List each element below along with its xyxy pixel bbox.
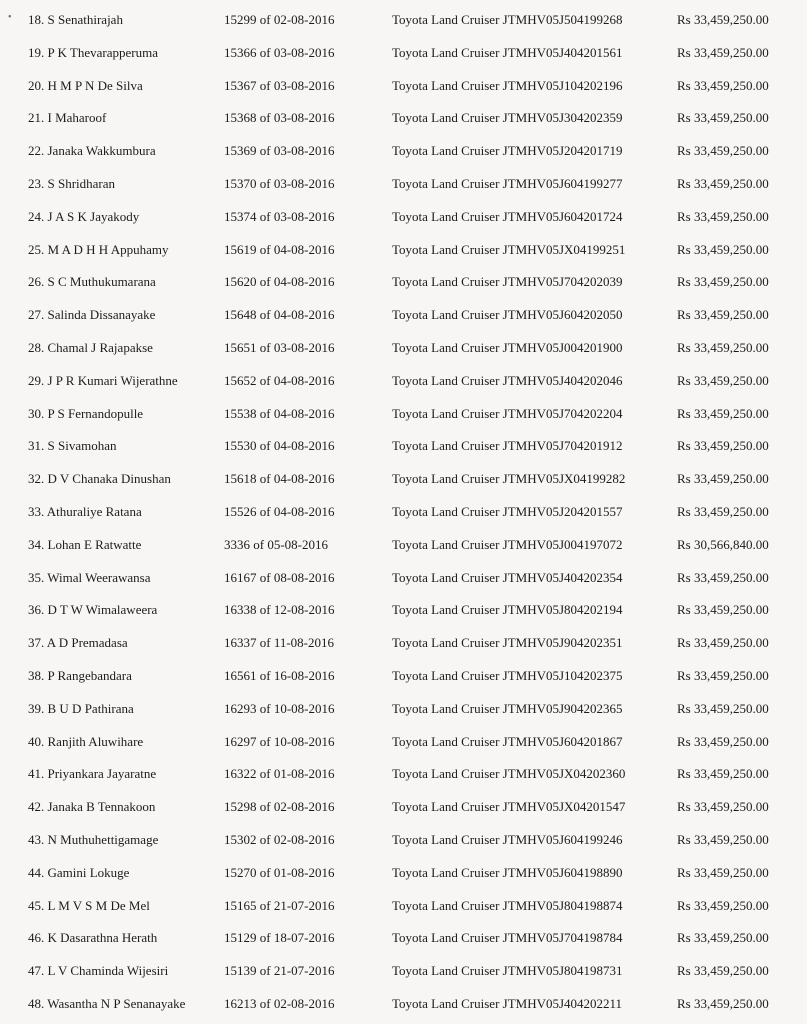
recipient-name: 21. I Maharoof <box>28 110 107 126</box>
amount-value: Rs 33,459,250.00 <box>677 274 769 290</box>
amount-value: Rs 33,459,250.00 <box>677 930 769 946</box>
reference-number: 15299 of 02-08-2016 <box>224 12 335 27</box>
vehicle-details: Toyota Land Cruiser JTMHV05J604201867 <box>392 733 623 749</box>
recipient-name: 42. Janaka B Tennakoon <box>28 799 156 815</box>
amount-value: Rs 33,459,250.00 <box>677 635 769 651</box>
reference-number: 15298 of 02-08-2016 <box>224 799 335 815</box>
amount-value: Rs 33,459,250.00 <box>677 569 769 585</box>
allocation-list <box>0 4 807 1021</box>
reference-number: 16213 of 02-08-2016 <box>224 995 335 1011</box>
amount-value: Rs 33,459,250.00 <box>677 175 769 191</box>
margin-mark: • <box>8 12 12 23</box>
list-row <box>0 234 807 267</box>
reference-number: 16293 of 10-08-2016 <box>224 700 335 716</box>
recipient-name: 18. S Senathirajah <box>28 12 123 27</box>
reference-number: 15367 of 03-08-2016 <box>224 77 335 93</box>
list-row <box>0 4 807 37</box>
recipient-name: 35. Wimal Weerawansa <box>28 569 151 585</box>
reference-number: 3336 of 05-08-2016 <box>224 536 328 552</box>
amount-value: Rs 33,459,250.00 <box>677 831 769 847</box>
reference-number: 16322 of 01-08-2016 <box>224 766 335 782</box>
vehicle-details: Toyota Land Cruiser JTMHV05J804198874 <box>392 897 623 913</box>
reference-number: 15129 of 18-07-2016 <box>224 930 335 946</box>
list-row <box>0 70 807 103</box>
amount-value: Rs 33,459,250.00 <box>677 667 769 683</box>
amount-value: Rs 33,459,250.00 <box>677 897 769 913</box>
list-row <box>0 37 807 70</box>
recipient-name: 39. B U D Pathirana <box>28 700 134 716</box>
reference-number: 16337 of 11-08-2016 <box>224 635 335 651</box>
vehicle-details: Toyota Land Cruiser JTMHV05J704201912 <box>392 438 623 454</box>
list-row <box>0 365 807 398</box>
reference-number: 16338 of 12-08-2016 <box>224 602 335 618</box>
amount-value: Rs 33,459,250.00 <box>677 766 769 782</box>
recipient-name: 24. J A S K Jayakody <box>28 208 140 224</box>
vehicle-details: Toyota Land Cruiser JTMHV05J204201557 <box>392 503 623 519</box>
reference-number: 15620 of 04-08-2016 <box>224 274 335 290</box>
list-row <box>0 266 807 299</box>
reference-number: 15530 of 04-08-2016 <box>224 438 335 454</box>
amount-value: Rs 30,566,840.00 <box>677 536 769 552</box>
reference-number: 15270 of 01-08-2016 <box>224 864 335 880</box>
vehicle-details: Toyota Land Cruiser JTMHV05J504199268 <box>392 12 623 27</box>
vehicle-details: Toyota Land Cruiser JTMHV05J704198784 <box>392 930 623 946</box>
reference-number: 15302 of 02-08-2016 <box>224 831 335 847</box>
reference-number: 16167 of 08-08-2016 <box>224 569 335 585</box>
recipient-name: 29. J P R Kumari Wijerathne <box>28 372 178 388</box>
amount-value: Rs 33,459,250.00 <box>677 471 769 487</box>
list-row <box>0 594 807 627</box>
list-row <box>0 726 807 759</box>
amount-value: Rs 33,459,250.00 <box>677 438 769 454</box>
vehicle-details: Toyota Land Cruiser JTMHV05J404201561 <box>392 44 623 60</box>
list-row <box>0 693 807 726</box>
recipient-name: 46. K Dasarathna Herath <box>28 930 158 946</box>
reference-number: 15619 of 04-08-2016 <box>224 241 335 257</box>
recipient-name: 31. S Sivamohan <box>28 438 117 454</box>
recipient-name: 44. Gamini Lokuge <box>28 864 130 880</box>
reference-number: 16297 of 10-08-2016 <box>224 733 335 749</box>
amount-value: Rs 33,459,250.00 <box>677 733 769 749</box>
vehicle-details: Toyota Land Cruiser JTMHV05J304202359 <box>392 110 623 126</box>
vehicle-details: Toyota Land Cruiser JTMHV05J904202351 <box>392 635 623 651</box>
list-row <box>0 791 807 824</box>
amount-value: Rs 33,459,250.00 <box>677 208 769 224</box>
list-row <box>0 102 807 135</box>
amount-value: Rs 33,459,250.00 <box>677 339 769 355</box>
vehicle-details: Toyota Land Cruiser JTMHV05J004197072 <box>392 536 623 552</box>
reference-number: 15139 of 21-07-2016 <box>224 963 335 979</box>
reference-number: 15369 of 03-08-2016 <box>224 143 335 159</box>
reference-number: 15526 of 04-08-2016 <box>224 503 335 519</box>
recipient-name: 28. Chamal J Rajapakse <box>28 339 153 355</box>
list-row <box>0 496 807 529</box>
list-row <box>0 660 807 693</box>
list-row <box>0 824 807 857</box>
list-row <box>0 168 807 201</box>
vehicle-details: Toyota Land Cruiser JTMHV05J604201724 <box>392 208 623 224</box>
recipient-name: 34. Lohan E Ratwatte <box>28 536 142 552</box>
vehicle-details: Toyota Land Cruiser JTMHV05J404202046 <box>392 372 623 388</box>
recipient-name: 22. Janaka Wakkumbura <box>28 143 156 159</box>
reference-number: 15366 of 03-08-2016 <box>224 44 335 60</box>
vehicle-details: Toyota Land Cruiser JTMHV05J404202211 <box>392 995 623 1011</box>
amount-value: Rs 33,459,250.00 <box>677 143 769 159</box>
list-row <box>0 562 807 595</box>
reference-number: 16561 of 16-08-2016 <box>224 667 335 683</box>
recipient-name: 48. Wasantha N P Senanayake <box>28 995 186 1011</box>
list-row <box>0 627 807 660</box>
list-row <box>0 988 807 1021</box>
list-row <box>0 135 807 168</box>
amount-value: Rs 33,459,250.00 <box>677 241 769 257</box>
recipient-name: 32. D V Chanaka Dinushan <box>28 471 171 487</box>
vehicle-details: Toyota Land Cruiser JTMHV05J604199246 <box>392 831 623 847</box>
amount-value: Rs 33,459,250.00 <box>677 864 769 880</box>
amount-value: Rs 33,459,250.00 <box>677 44 769 60</box>
recipient-name: 40. Ranjith Aluwihare <box>28 733 144 749</box>
recipient-name: 30. P S Fernandopulle <box>28 405 144 421</box>
list-row <box>0 890 807 923</box>
vehicle-details: Toyota Land Cruiser JTMHV05JX04202360 <box>392 766 626 782</box>
recipient-name: 36. D T W Wimalaweera <box>28 602 158 618</box>
list-row <box>0 529 807 562</box>
recipient-name: 41. Priyankara Jayaratne <box>28 766 157 782</box>
vehicle-details: Toyota Land Cruiser JTMHV05J604199277 <box>392 175 623 191</box>
recipient-name: 37. A D Premadasa <box>28 635 128 651</box>
amount-value: Rs 33,459,250.00 <box>677 77 769 93</box>
vehicle-details: Toyota Land Cruiser JTMHV05J404202354 <box>392 569 623 585</box>
list-row <box>0 398 807 431</box>
reference-number: 15651 of 03-08-2016 <box>224 339 335 355</box>
reference-number: 15652 of 04-08-2016 <box>224 372 335 388</box>
recipient-name: 20. H M P N De Silva <box>28 77 143 93</box>
vehicle-details: Toyota Land Cruiser JTMHV05JX04201547 <box>392 799 626 815</box>
reference-number: 15618 of 04-08-2016 <box>224 471 335 487</box>
list-row <box>0 201 807 234</box>
recipient-name: 47. L V Chaminda Wijesiri <box>28 963 169 979</box>
recipient-name: 19. P K Thevarapperuma <box>28 44 158 60</box>
list-row <box>0 463 807 496</box>
amount-value: Rs 33,459,250.00 <box>677 602 769 618</box>
reference-number: 15648 of 04-08-2016 <box>224 307 335 323</box>
amount-value: Rs 33,459,250.00 <box>677 700 769 716</box>
vehicle-details: Toyota Land Cruiser JTMHV05J004201900 <box>392 339 623 355</box>
recipient-name: 38. P Rangebandara <box>28 667 132 683</box>
reference-number: 15370 of 03-08-2016 <box>224 175 335 191</box>
reference-number: 15374 of 03-08-2016 <box>224 208 335 224</box>
list-row <box>0 430 807 463</box>
amount-value: Rs 33,459,250.00 <box>677 405 769 421</box>
reference-number: 15368 of 03-08-2016 <box>224 110 335 126</box>
vehicle-details: Toyota Land Cruiser JTMHV05J804198731 <box>392 963 623 979</box>
vehicle-details: Toyota Land Cruiser JTMHV05J104202375 <box>392 667 623 683</box>
vehicle-details: Toyota Land Cruiser JTMHV05J704202204 <box>392 405 623 421</box>
vehicle-details: Toyota Land Cruiser JTMHV05J804202194 <box>392 602 623 618</box>
vehicle-details: Toyota Land Cruiser JTMHV05J904202365 <box>392 700 623 716</box>
amount-value: Rs 33,459,250.00 <box>677 372 769 388</box>
recipient-name: 43. N Muthuhettigamage <box>28 831 159 847</box>
recipient-name: 23. S Shridharan <box>28 175 116 191</box>
reference-number: 15538 of 04-08-2016 <box>224 405 335 421</box>
vehicle-details: Toyota Land Cruiser JTMHV05J604198890 <box>392 864 623 880</box>
vehicle-details: Toyota Land Cruiser JTMHV05J604202050 <box>392 307 623 323</box>
amount-value: Rs 33,459,250.00 <box>677 799 769 815</box>
recipient-name: 25. M A D H H Appuhamy <box>28 241 169 257</box>
vehicle-details: Toyota Land Cruiser JTMHV05J204201719 <box>392 143 623 159</box>
vehicle-details: Toyota Land Cruiser JTMHV05JX04199251 <box>392 241 626 257</box>
list-row <box>0 332 807 365</box>
list-row <box>0 758 807 791</box>
vehicle-details: Toyota Land Cruiser JTMHV05JX04199282 <box>392 471 626 487</box>
recipient-name: 27. Salinda Dissanayake <box>28 307 156 323</box>
recipient-name: 26. S C Muthukumarana <box>28 274 156 290</box>
list-row <box>0 299 807 332</box>
vehicle-details: Toyota Land Cruiser JTMHV05J704202039 <box>392 274 623 290</box>
amount-value: Rs 33,459,250.00 <box>677 503 769 519</box>
reference-number: 15165 of 21-07-2016 <box>224 897 335 913</box>
amount-value: Rs 33,459,250.00 <box>677 12 769 27</box>
amount-value: Rs 33,459,250.00 <box>677 995 769 1011</box>
amount-value: Rs 33,459,250.00 <box>677 110 769 126</box>
vehicle-details: Toyota Land Cruiser JTMHV05J104202196 <box>392 77 623 93</box>
amount-value: Rs 33,459,250.00 <box>677 307 769 323</box>
recipient-name: 45. L M V S M De Mel <box>28 897 150 913</box>
list-row <box>0 857 807 890</box>
amount-value: Rs 33,459,250.00 <box>677 963 769 979</box>
recipient-name: 33. Athuraliye Ratana <box>28 503 142 519</box>
list-row <box>0 955 807 988</box>
list-row <box>0 922 807 955</box>
